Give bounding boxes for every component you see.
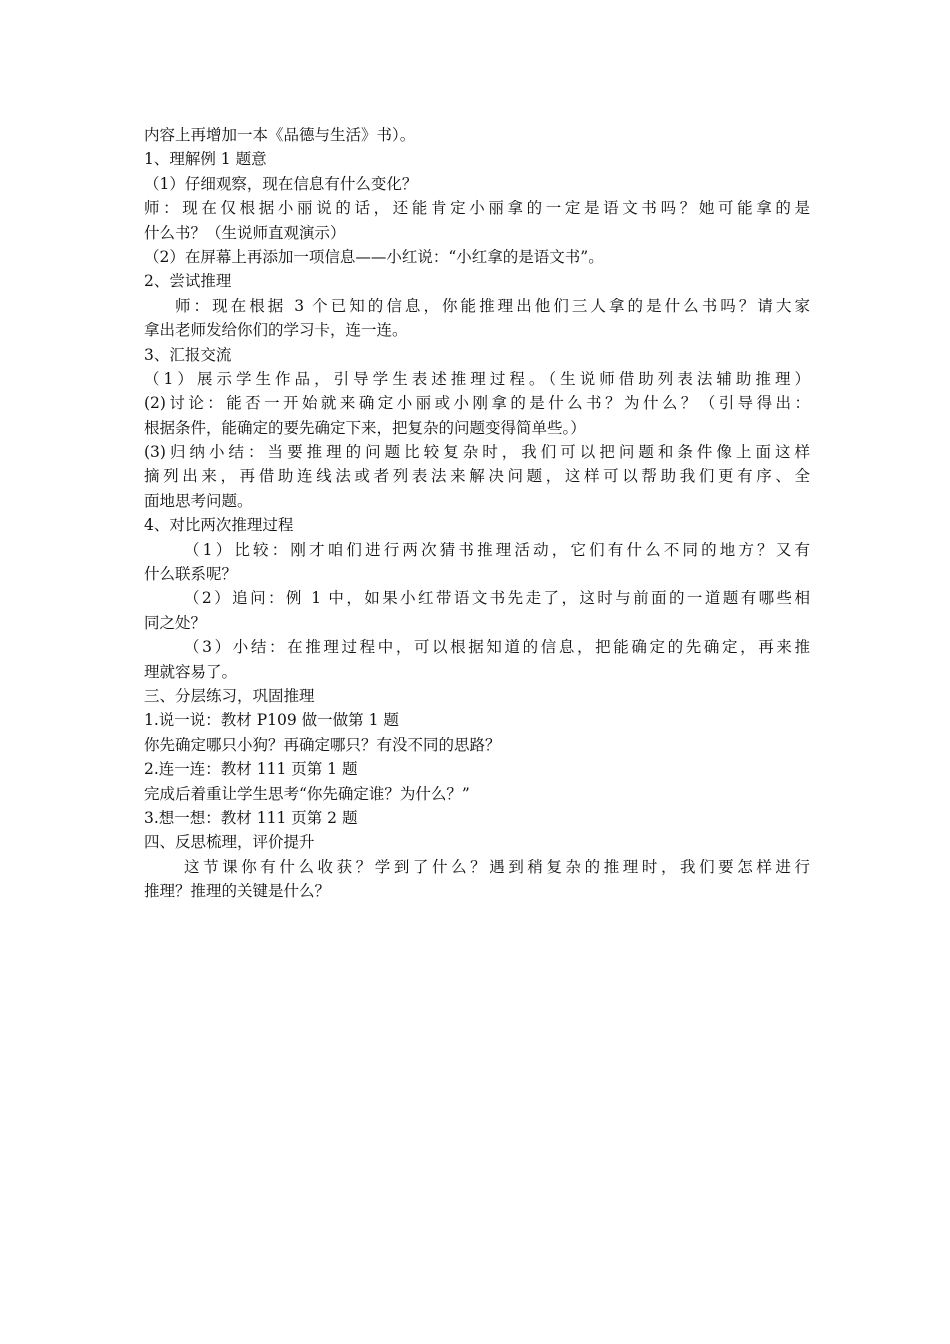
text-line: 什么书？（生说师直观演示） [144,223,346,242]
text-line: （1）比较：刚才咱们进行两次猜书推理活动，它们有什么不同的地方？又有 [184,540,810,559]
text-line: 师：现在根据 3 个已知的信息，你能推理出他们三人拿的是什么书吗？请大家 [175,296,810,315]
text-line: 3、汇报交流 [144,345,232,364]
text-line: 什么联系呢？ [144,565,238,584]
text-line: 根据条件，能确定的要先确定下来，把复杂的问题变得简单些。） [144,418,586,437]
text-line: 同之处？ [144,613,207,632]
text-line: 面地思考问题。 [144,491,253,510]
text-line: 2.连一连：教材 111 页第 1 题 [144,760,358,779]
document-page [144,123,810,904]
text-line: 4、对比两次推理过程 [144,516,294,535]
text-line: 这节课你有什么收获？学到了什么？遇到稍复杂的推理时，我们要怎样进行 [184,857,810,876]
text-line: （3）小结：在推理过程中，可以根据知道的信息，把能确定的先确定，再来推 [184,638,810,657]
text-line: 三、分层练习，巩固推理 [144,686,315,705]
text-line: 1、理解例 1 题意 [144,150,267,169]
text-line: 四、反思梳理，评价提升 [144,833,315,852]
text-line: 你先确定哪只小狗？再确定哪只？有没不同的思路？ [144,735,501,754]
text-line: 内容上再增加一本《品德与生活》书）。 [144,126,416,144]
text-line: 推理？推理的关键是什么？ [144,882,331,901]
text-line: (3)归纳小结：当要推理的问题比较复杂时，我们可以把问题和条件像上面这样 [144,443,810,462]
text-line: 完成后着重让学生思考“你先确定谁？为什么？” [144,784,470,803]
text-line: （1）仔细观察，现在信息有什么变化？ [144,174,418,193]
text-line: （2）在屏幕上再添加一项信息——小红说：“小红拿的是语文书”。 [144,247,604,266]
text-line: 拿出老师发给你们的学习卡，连一连。 [144,321,408,340]
text-line: 1.说一说：教材 P109 做一做第 1 题 [144,711,399,730]
text-line: （1）展示学生作品，引导学生表述推理过程。（生说师借助列表法辅助推理） [144,369,810,388]
text-line: （2）追问：例 1 中，如果小红带语文书先走了，这时与前面的一道题有哪些相 [184,589,810,608]
text-line: 2、尝试推理 [144,272,232,291]
text-line: 3.想一想：教材 111 页第 2 题 [144,808,358,827]
text-line: 摘列出来，再借助连线法或者列表法来解决问题，这样可以帮助我们更有序、全 [144,467,810,486]
text-line: (2)讨论：能否一开始就来确定小丽或小刚拿的是什么书？为什么？（引导得出： [144,394,810,413]
text-line: 理就容易了。 [144,662,238,681]
text-line: 师：现在仅根据小丽说的话，还能肯定小丽拿的一定是语文书吗？她可能拿的是 [144,199,810,218]
